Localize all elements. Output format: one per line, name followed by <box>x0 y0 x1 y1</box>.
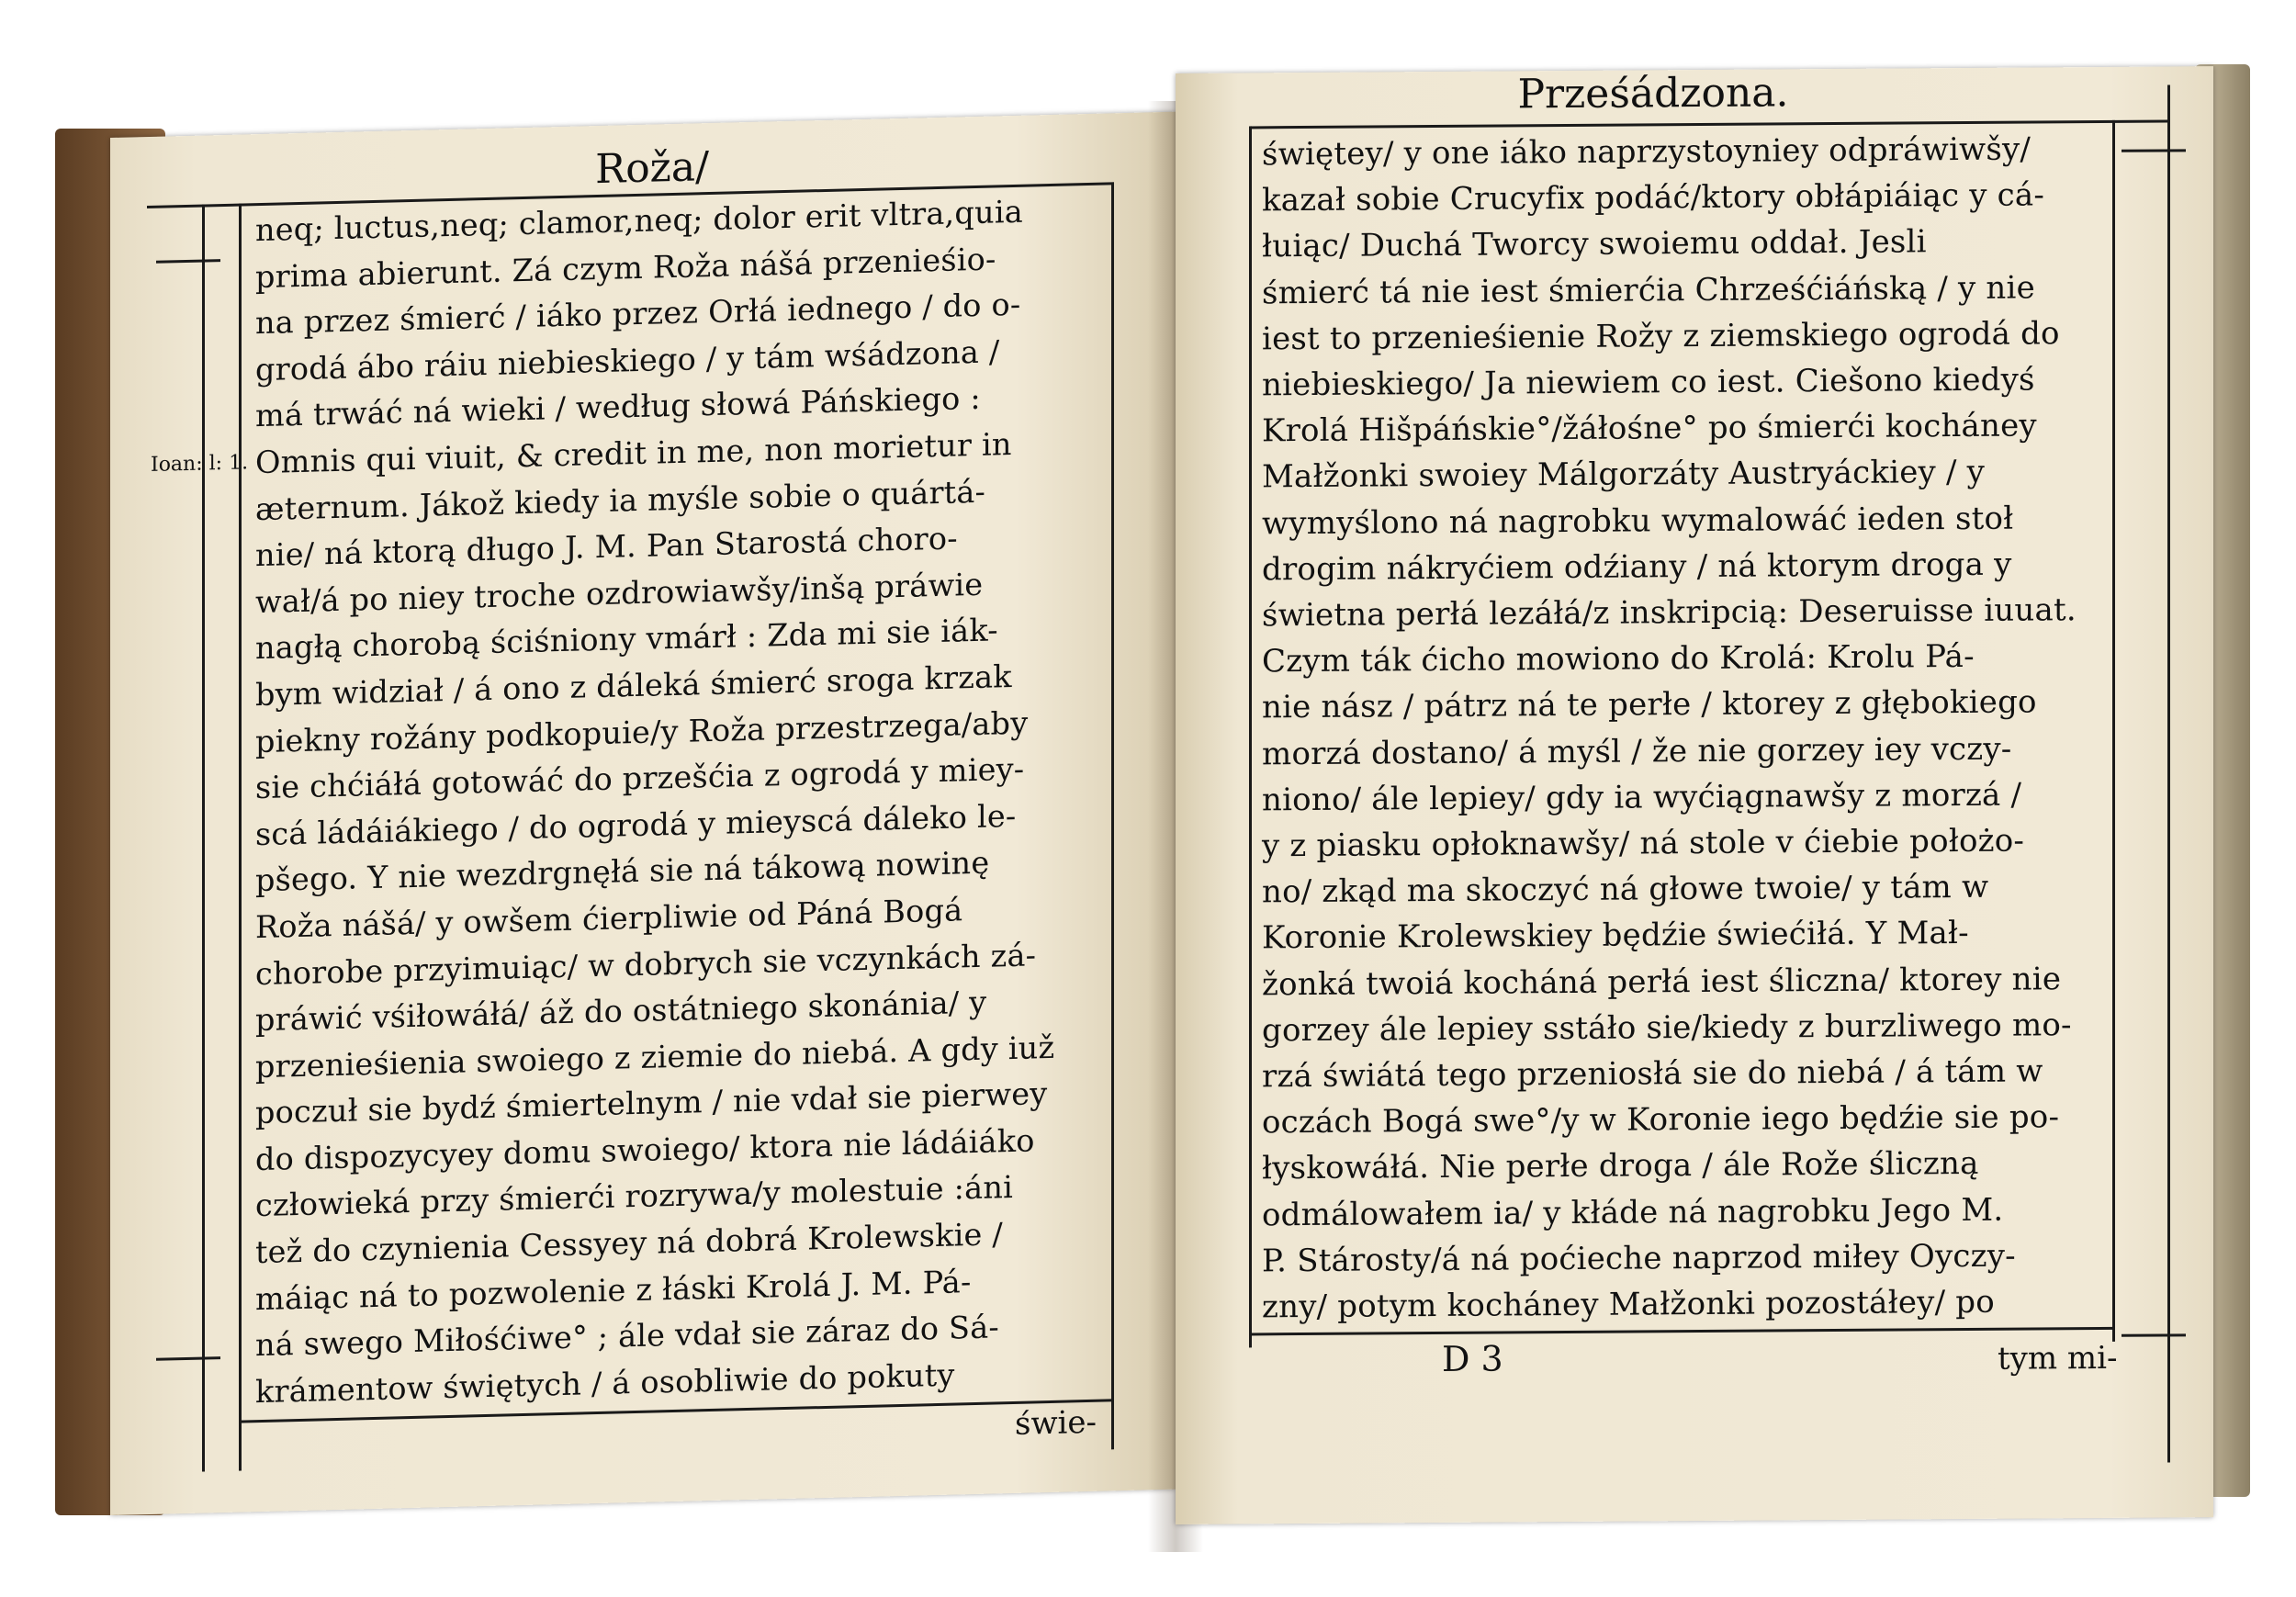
text-line: człowieká przy śmierći rozrywa/y molestuie :áni <box>255 1169 1014 1224</box>
left-text-frame-left <box>239 204 242 1471</box>
right-page <box>1176 66 2213 1524</box>
left-page <box>110 112 1176 1515</box>
text-line: krámentow świętych / á osobliwie do pokuty <box>255 1356 955 1410</box>
text-line: Małžonki swoiey Málgorzáty Austryáckiey / y <box>1262 454 1986 496</box>
text-line: łyskowáłá. Nie perłe droga / ále Rože śliczną <box>1262 1145 1979 1187</box>
right-text-frame-left <box>1249 126 1252 1347</box>
text-line: má trwáć ná wieki / według słowá Páńskiego : <box>255 380 981 434</box>
text-line: nie nász / pátrz ná te perłe / ktorey z głębokiego <box>1262 683 2037 726</box>
text-line: ná swego Miłośćiwe° ; ále vdał sie záraz do Sá- <box>255 1309 999 1364</box>
text-line: iest to przenieśienie Rožy z ziemskiego ogrodá do <box>1262 315 2060 358</box>
text-line: máiąc ná to pozwolenie z łáski Krolá J. M. Pá- <box>255 1263 972 1317</box>
text-line: do dispozycyey domu swoiego/ ktora nie ládáiáko <box>255 1122 1035 1178</box>
text-line: oczách Bogá swe°/y w Koronie iego będźie sie po- <box>1262 1098 2060 1142</box>
open-book <box>55 64 2250 1534</box>
text-line: rzá świátá tego przeniosłá sie do niebá / á tám w <box>1262 1052 2043 1096</box>
text-line: pšego. Y nie wezdrgnęłá sie ná tákową nowinę <box>255 844 990 899</box>
text-line: przenieśienia swoiego z ziemie do niebá. A gdy iuž <box>255 1029 1055 1085</box>
left-text-frame-right <box>1111 182 1114 1449</box>
left-text-block <box>255 186 1109 1415</box>
text-line: drogim nákryćiem odźiany / ná ktorym droga y <box>1262 545 2012 589</box>
text-line: łuiąc/ Duchá Tworcy swoiemu oddał. Jesli <box>1262 223 1927 265</box>
text-line: na przez śmierć / iáko przez Orłá iednego / do o- <box>255 286 1021 342</box>
text-line: scá ládáiákiego / do ogrodá y mieyscá dáleko le- <box>255 797 1017 852</box>
left-running-head: Roža/ <box>595 143 709 194</box>
text-line: gorzey ále lepiey sstáło sie/kiedy z burzliwego mo- <box>1262 1007 2072 1050</box>
text-line: Koronie Krolewskiey będźie świećiłá. Y Mał- <box>1262 915 1969 957</box>
text-line: Omnis qui viuit, & credit in me, non morietur in <box>255 425 1012 481</box>
text-line: neq; luctus,neq; clamor,neq; dolor erit vltra,quia <box>255 193 1023 249</box>
margin-note-scripture-reference: Ioan: l: 1. <box>151 451 249 477</box>
text-line: sie chćiáłá gotowáć do przešćia z ogrodá y miey- <box>255 750 1025 806</box>
text-line: świetna perłá lezáłá/z inskripcią: Deseruisse iuuat. <box>1262 591 2077 635</box>
right-outer-margin-line <box>2167 84 2170 1462</box>
text-line: bym widział / á ono z dáleká śmierć sroga krzak <box>255 658 1012 714</box>
text-line: poczuł sie bydź śmiertelnym / nie vdał sie pierwey <box>255 1075 1048 1131</box>
left-margin-tick-bottom <box>156 1356 220 1361</box>
right-catchword: tym mi- <box>1998 1339 2118 1378</box>
text-line: prima abierunt. Zá czym Roža nášá przenieśio- <box>255 241 996 295</box>
signature-mark: D 3 <box>1442 1338 1503 1379</box>
text-line: y z piasku opłoknawšy/ ná stole v ćiebie położo- <box>1262 822 2025 865</box>
text-line: P. Stárosty/á ná poćieche naprzod miłey Oyczy- <box>1262 1237 2016 1280</box>
text-line: no/ zkąd ma skoczyć ná głowe twoie/ y tám w <box>1262 869 1989 911</box>
text-line: nagłą chorobą ściśniony vmárł : Zda mi sie iák- <box>255 612 998 667</box>
right-margin-tick-top <box>2122 149 2186 152</box>
text-line: Roža nášá/ y owšem ćierpliwie od Páná Bogá <box>255 892 963 946</box>
text-line: morzá dostano/ á myśl / že nie gorzey iey vczy- <box>1262 730 2012 772</box>
right-margin-tick-bottom <box>2122 1333 2186 1336</box>
text-line: chorobe przyimuiąc/ w dobrych sie vczynkách zá- <box>255 936 1037 992</box>
text-line: nie/ ná ktorą długo J. M. Pan Starostá choro- <box>255 520 958 574</box>
text-line: wał/á po niey troche ozdrowiawšy/inšą práwie <box>255 566 984 620</box>
text-line: grodá ábo ráiu niebieskiego / y tám wśádzona / <box>255 333 1000 388</box>
text-line: wymyślono ná nagrobku wymalowáć ieden stoł <box>1262 500 2014 542</box>
text-line: práwić vśiłowáłá/ áž do ostátniego skonánia/ y <box>255 984 987 1039</box>
right-running-head: Prześádzona. <box>1517 69 1789 118</box>
text-line: piekny rožány podkopuie/y Roža przestrzega/aby <box>255 704 1029 759</box>
text-line: žonká twoiá kocháná perłá iest śliczna/ ktorey nie <box>1262 960 2062 1003</box>
left-margin-tick-top <box>156 259 220 264</box>
left-outer-margin-line <box>202 204 205 1471</box>
left-catchword: świe- <box>1015 1403 1097 1443</box>
text-line: świętey/ y one iáko naprzystoyniey odpráwiwšy/ <box>1262 130 2032 174</box>
text-line: Krolá Hišpáńskie°/žáłośne° po śmierći kocháney <box>1262 407 2037 450</box>
text-line: niebieskiego/ Ja niewiem co iest. Ciešono kiedyś <box>1262 361 2035 404</box>
text-line: tež do czynienia Cessyey ná dobrá Krolewskie / <box>255 1216 1003 1271</box>
text-line: odmálowałem ia/ y kłáde ná nagrobku Jego M. <box>1262 1191 2004 1234</box>
text-line: niono/ ále lepiey/ gdy ia wyćiągnawšy z morzá / <box>1262 776 2022 819</box>
text-line: zny/ potym kocháney Małžonki pozostáłey/ po <box>1262 1283 1995 1326</box>
text-line: æternum. Jákož kiedy ia myśle sobie o quártá- <box>255 473 986 527</box>
text-line: Czym ták ćicho mowiono do Krolá: Krolu Pá- <box>1262 638 1975 680</box>
right-text-block <box>1262 126 2116 1331</box>
text-line: kazał sobie Crucyfix podáć/ktory obłápiáiąc y cá- <box>1262 176 2045 219</box>
text-line: śmierć tá nie iest śmierćia Chrześćiáńską / y nie <box>1262 269 2035 311</box>
